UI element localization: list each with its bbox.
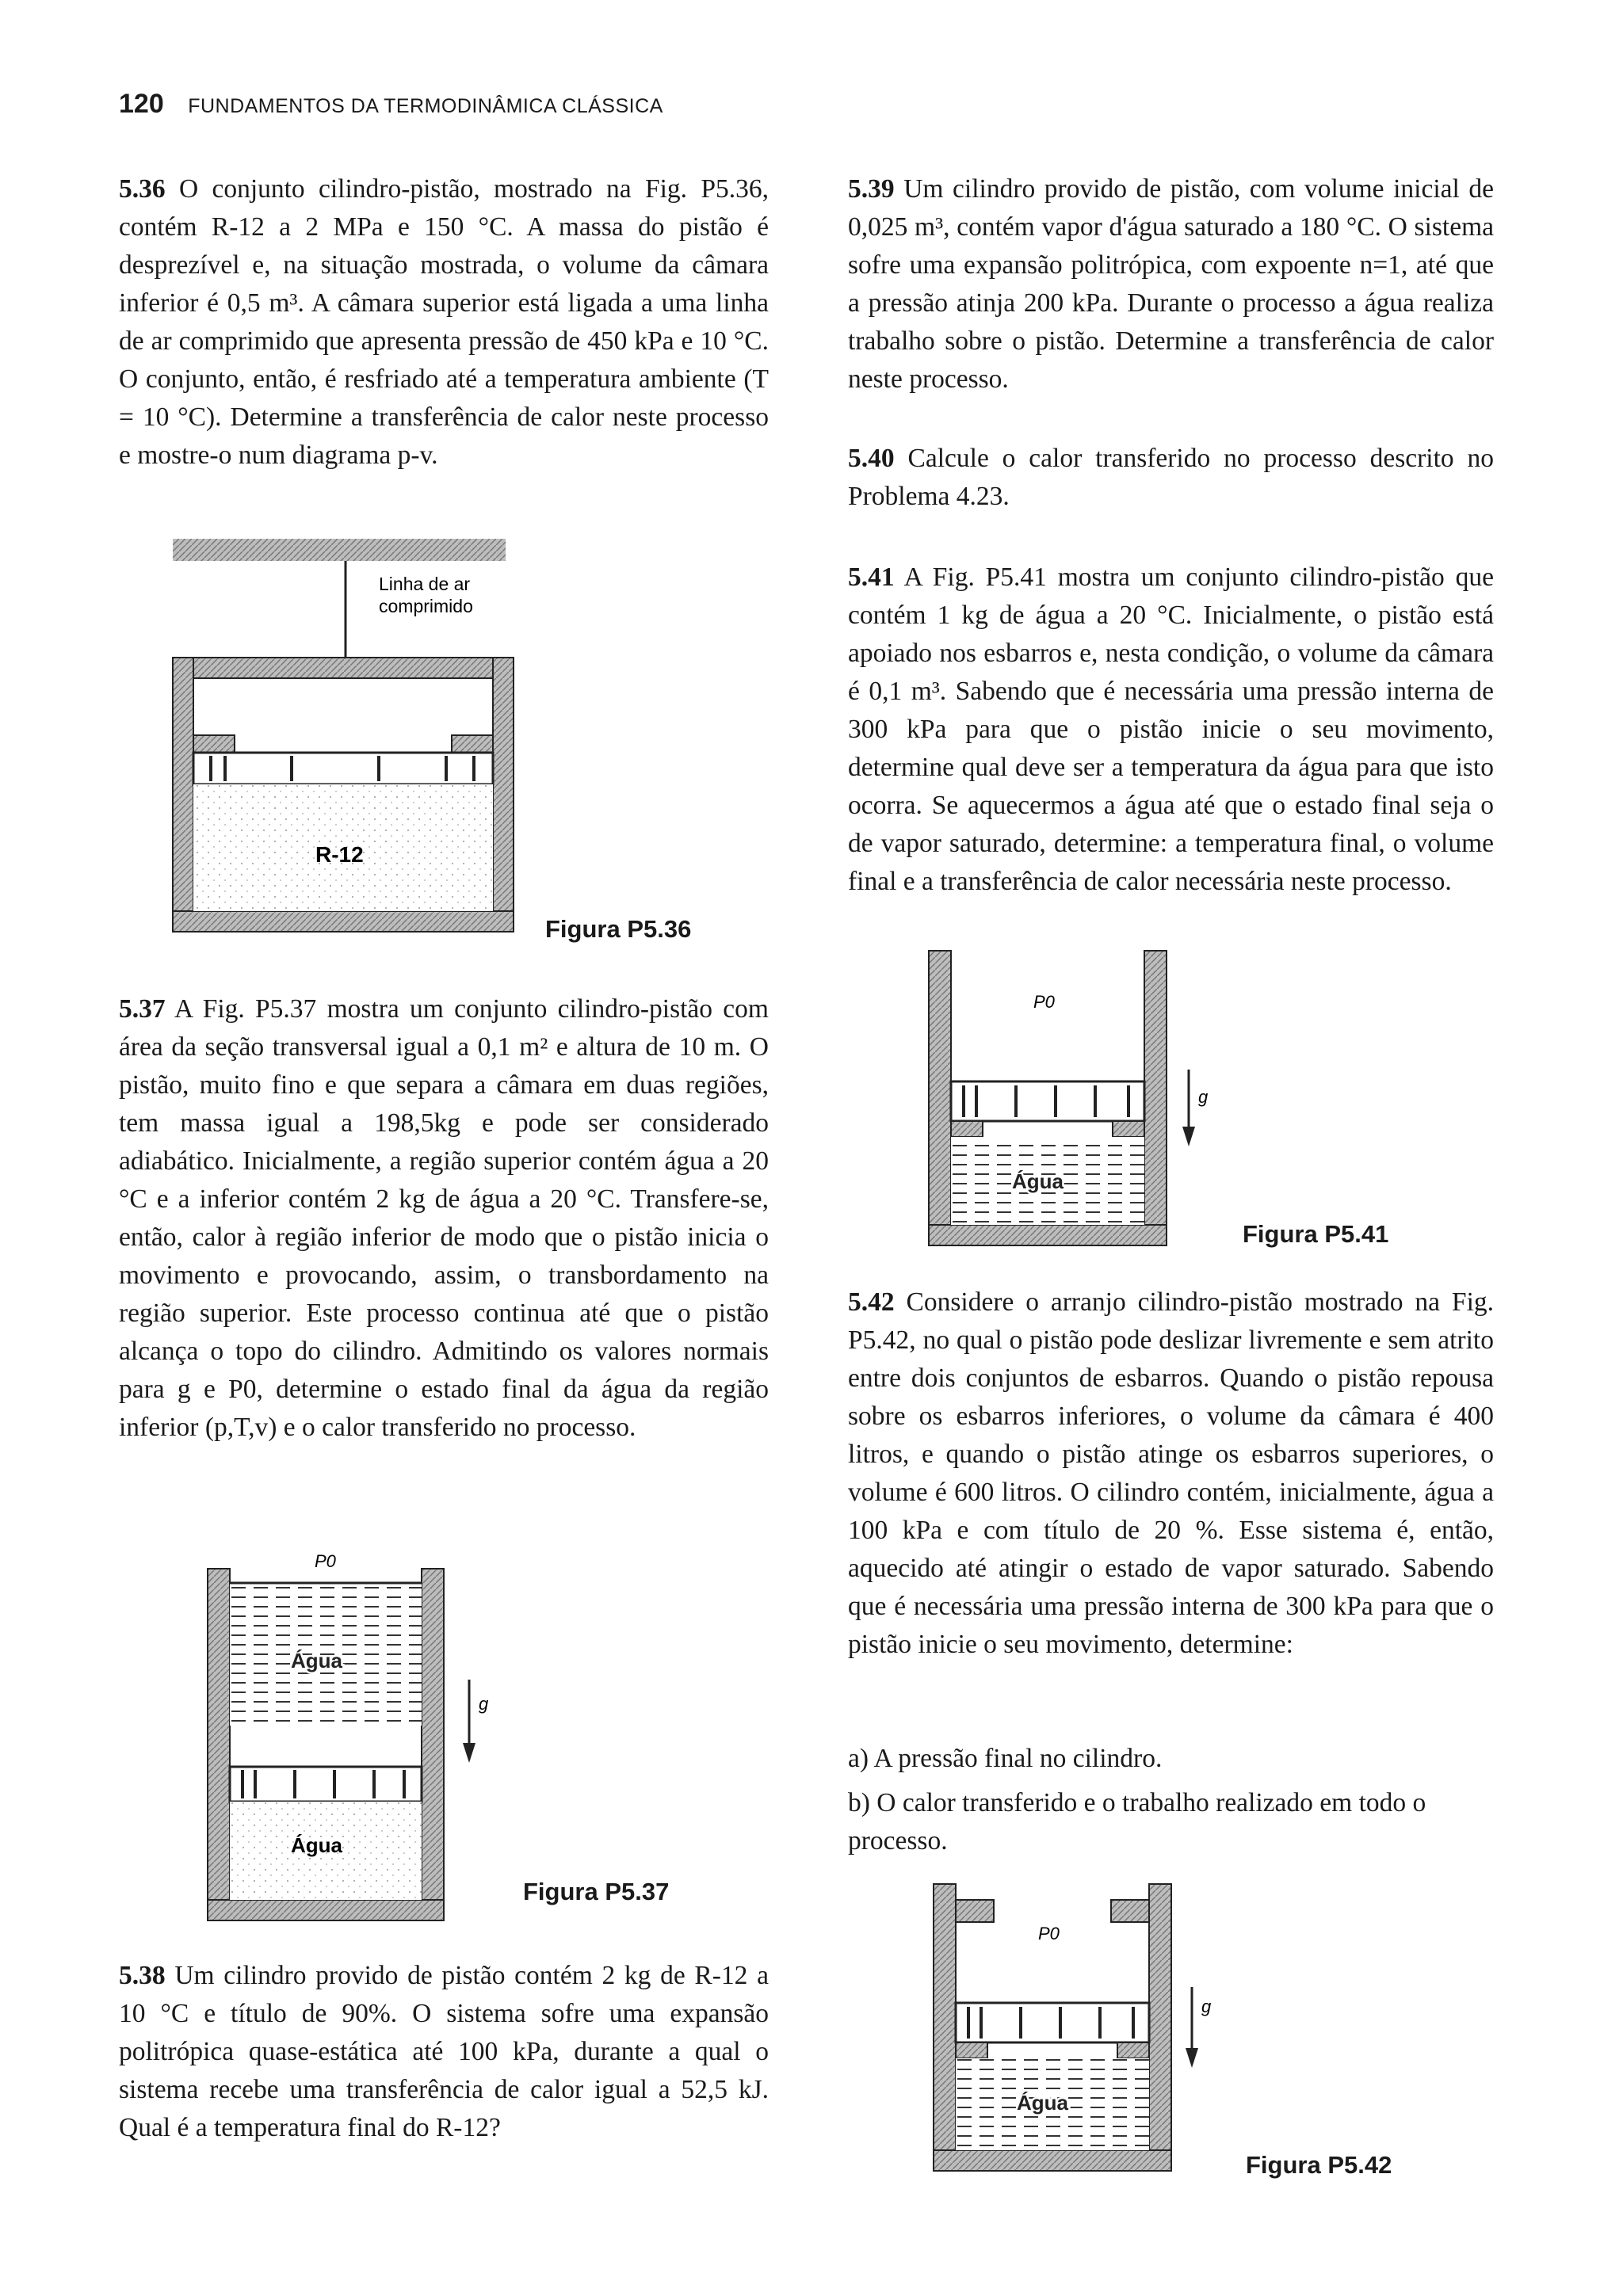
problem-text: O conjunto cilindro-pistão, mostrado na Fig. P5.36, contém R-12 a 2 MPa e 150 °C. A massa do pistão é desprezível e, na situação mostrada, o volume da câmara inferior é 0,5 m³. A câmara superior está ligada a uma linha de ar comprimido que apresenta pressão de 450 kPa e 10 °C. O conjunto, então, é resfriado até a temperatura ambiente (T = 10 °C). Determine a transferência de calor neste processo e mostre-o num diagrama p-v.	[119, 174, 769, 470]
problem-text: A Fig. P5.41 mostra um conjunto cilindro-pistão que contém 1 kg de água a 20 °C. Inicialmente, o pistão está apoiado nos esbarros e, nesta condição, o volume da câmara é 0,1 m³. Sabendo que é necessária uma pressão interna de 300 kPa para que o pistão inicie o seu movimento, determine qual deve ser a temperatura da água para que isto ocorra. Se aquecermos a água até que o estado final seja o de vapor saturado, determine: a temperatura final, o volume final e a transferência de calor necessária neste processo.	[848, 563, 1494, 896]
cylinder-right-wall	[422, 1569, 444, 1917]
figure-caption-p5-41: Figura P5.41	[1243, 1220, 1389, 1248]
stop-right	[452, 735, 493, 753]
problem-text: Um cilindro provido de pistão contém 2 kg de R-12 a 10 °C e título de 90%. O sistema sofre uma expansão politrópica quase-estática até 100 kPa, durante a qual o sistema recebe uma transferência de calor igual a 52,5 kJ. Qual é a temperatura final do R-12?	[119, 1961, 769, 2142]
upper-stop-left	[956, 1900, 994, 1922]
g-label: g	[1198, 1087, 1209, 1107]
problem-5-41	[848, 559, 1494, 901]
cylinder-left-wall	[208, 1569, 230, 1917]
problem-number: 5.38	[119, 1961, 166, 1990]
problem-number: 5.42	[848, 1287, 895, 1317]
cylinder-bottom-wall	[173, 911, 514, 932]
cylinder-bottom-wall	[929, 1225, 1167, 1245]
problem-5-36	[119, 170, 769, 475]
piston	[956, 2003, 1149, 2042]
problem-number: 5.41	[848, 563, 895, 592]
air-line-bar	[173, 539, 506, 561]
page-number: 120	[119, 89, 164, 119]
problem-number: 5.37	[119, 994, 166, 1024]
problem-5-37	[119, 990, 769, 1447]
cylinder-right-wall	[1149, 1884, 1171, 2169]
p0-label: P0	[1033, 992, 1055, 1012]
stop-left	[193, 735, 235, 753]
g-label: g	[479, 1694, 489, 1714]
problem-5-42-item-b: b) O calor transferido e o trabalho realizado em todo o processo.	[848, 1788, 1426, 1855]
figure-caption-p5-42: Figura P5.42	[1246, 2151, 1392, 2179]
problem-5-39	[848, 170, 1494, 399]
cylinder-bottom-wall	[208, 1900, 444, 1920]
stop-left	[951, 1121, 983, 1137]
piston	[230, 1767, 422, 1802]
cylinder-right-wall	[493, 658, 514, 919]
lower-water-label: Água	[291, 1833, 342, 1857]
p0-label: P0	[315, 1551, 336, 1571]
problem-number: 5.40	[848, 444, 895, 473]
cylinder-bottom-wall	[934, 2150, 1171, 2171]
problem-5-42	[848, 1283, 1494, 1664]
problem-text: Considere o arranjo cilindro-pistão mostrado na Fig. P5.42, no qual o pistão pode deslizar livremente e sem atrito entre dois conjuntos de esbarros. Quando o pistão repousa sobre os esbarros inferiores, o volume da câmara é 400 litros, e quando o pistão atinge os esbarros superiores, o volume é 600 litros. O cilindro contém, inicialmente, água a 100 kPa e com título de 20 %. Esse sistema é, então, aquecido até atingir o estado de vapor saturado. Sabendo que é necessária uma pressão interna de 300 kPa para que o pistão inicie o seu movimento, determine:	[848, 1287, 1494, 1659]
lower-stop-left	[956, 2042, 987, 2058]
air-line-label-1: Linha de ar	[379, 574, 471, 594]
figure-caption-p5-36: Figura P5.36	[545, 915, 692, 943]
figure-p5-37	[208, 1545, 540, 1925]
problem-text: A Fig. P5.37 mostra um conjunto cilindro-pistão com área da seção transversal igual a 0,1 m² e altura de 10 m. O pistão, muito fino e que separa a câmara em duas regiões, tem massa igual a 198,5kg e pode ser considerado adiabático. Inicialmente, a região superior contém água a 20 °C e a inferior contém 2 kg de água a 20 °C. Transfere-se, então, calor à região inferior de modo que o pistão inicia o movimento e provocando, assim, o transbordamento na região superior. Este processo continua até que o pistão alcança o topo do cilindro. Admitindo os valores normais para g e P0, determine o estado final da água da região inferior (p,T,v) e o calor transferido no processo.	[119, 994, 769, 1442]
g-label: g	[1201, 1997, 1212, 2016]
figure-caption-p5-37: Figura P5.37	[523, 1878, 670, 1905]
piston	[193, 753, 493, 784]
page-header	[119, 89, 663, 120]
piston	[951, 1081, 1144, 1121]
p0-label: P0	[1038, 1924, 1060, 1943]
r12-label: R-12	[315, 842, 364, 867]
upper-water-label: Água	[291, 1649, 342, 1672]
problem-number: 5.39	[848, 174, 895, 204]
problem-number: 5.36	[119, 174, 166, 204]
water-label: Água	[1012, 1169, 1064, 1193]
water-label: Água	[1017, 2091, 1068, 2115]
problem-5-40	[848, 440, 1494, 516]
problem-text: Um cilindro provido de pistão, com volume inicial de 0,025 m³, contém vapor d'água saturado a 180 °C. O sistema sofre uma expansão politrópica, com expoente n=1, até que a pressão atinja 200 kPa. Durante o processo a água realiza trabalho sobre o pistão. Determine a transferência de calor neste processo.	[848, 174, 1494, 394]
cylinder-right-wall	[1144, 951, 1167, 1244]
figure-p5-41	[929, 951, 1230, 1252]
air-line-label-2: comprimido	[379, 596, 473, 616]
problem-5-42-item-a: a) A pressão final no cilindro.	[848, 1744, 1163, 1773]
upper-stop-right	[1111, 1900, 1149, 1922]
cylinder-left-wall	[173, 658, 193, 919]
problem-text: Calcule o calor transferido no processo descrito no Problema 4.23.	[848, 444, 1494, 511]
figure-p5-36	[173, 539, 521, 939]
lower-stop-right	[1117, 2042, 1149, 2058]
figure-p5-42	[934, 1884, 1235, 2185]
problem-5-38	[119, 1957, 769, 2147]
cylinder-top-wall	[173, 658, 514, 678]
cylinder-left-wall	[934, 1884, 956, 2169]
stop-right	[1113, 1121, 1144, 1137]
cylinder-left-wall	[929, 951, 951, 1244]
running-title: FUNDAMENTOS DA TERMODINÂMICA CLÁSSICA	[188, 95, 663, 117]
